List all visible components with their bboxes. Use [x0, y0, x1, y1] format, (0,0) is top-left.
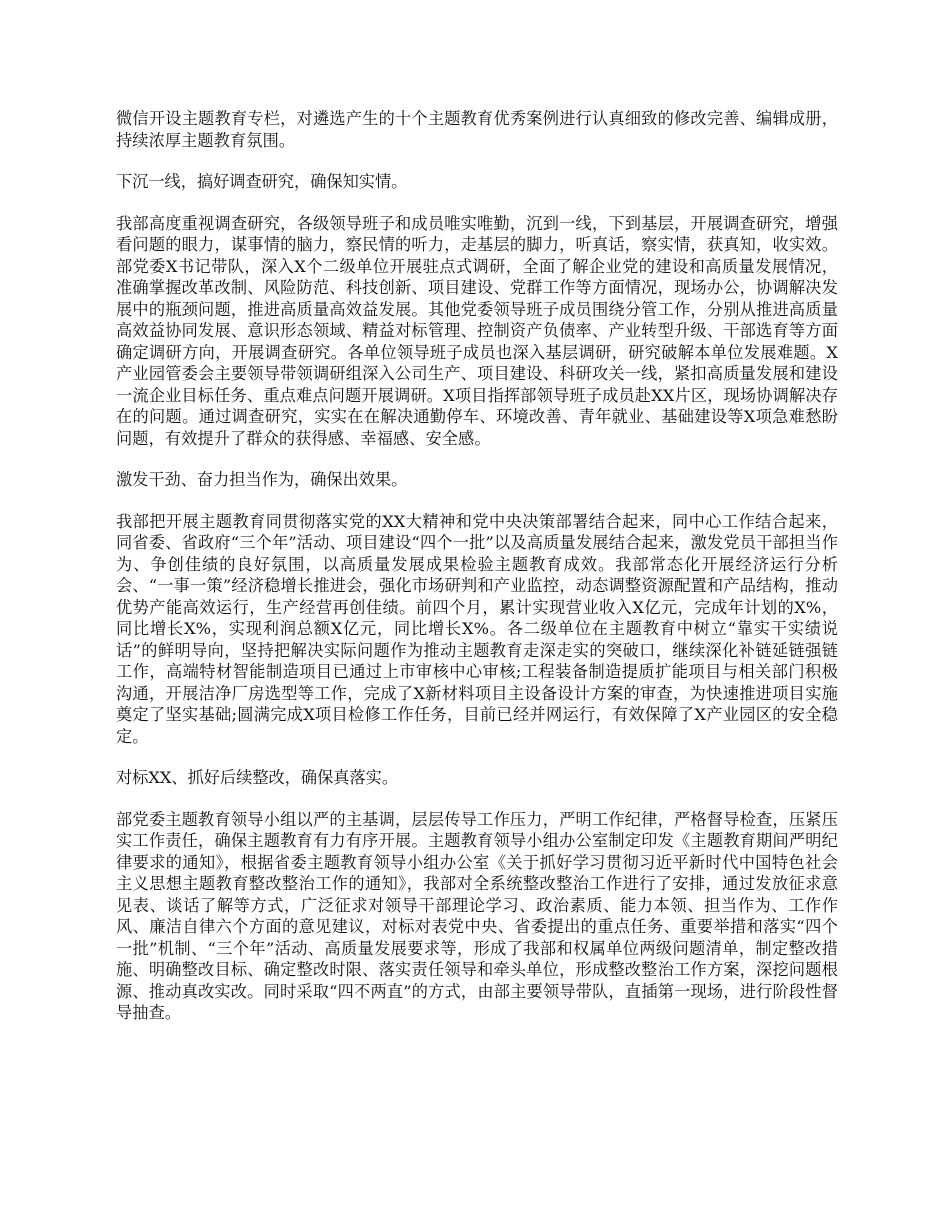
paragraph-effect: 我部把开展主题教育同贯彻落实党的XX大精神和党中央决策部署结合起来，同中心工作结合起来，同省委、省政府“三个年”活动、项目建设“四个一批”以及高质量发展结合起来，激发党员干部担当作为、争创佳绩的良好氛围，以高质量发展成果检验主题教育成效。我部常态化开展经济运行分析会、“一事一策”经济稳增长推进会，强化市场研判和产业监控，动态调整资源配置和产品结构，推动优势产能高效运行，生产经营再创佳绩。前四个月，累计实现营业收入X亿元，完成年计划的X%，同比增长X%，实现利润总额X亿元，同比增长X%。各二级单位在主题教育中树立“靠实干实绩说话”的鲜明导向，坚持把解决实际问题作为推动主题教育走深走实的突破口，继续深化补链延链强链工作，高端特材智能制造项目已通过上市审核中心审核;工程装备制造提质扩能项目与相关部门积极沟通，开展洁净厂房选型等工作，完成了X新材料项目主设备设计方案的审查，为快速推进项目实施奠定了坚实基础;圆满完成X项目检修工作任务，目前已经并网运行，有效保障了X产业园区的安全稳定。 [116, 511, 838, 746]
document-page [116, 108, 838, 1044]
section-heading-rectification: 对标XX、抓好后续整改，确保真落实。 [116, 768, 399, 787]
paragraph-rectification: 部党委主题教育领导小组以严的主基调，层层传导工作压力，严明工作纪律，严格督导检查，压紧压实工作责任，确保主题教育有力有序开展。主题教育领导小组办公室制定印发《主题教育期间严明纪律要求的通知》，根据省委主题教育领导小组办公室《关于抓好学习贯彻习近平新时代中国特色社会主义思想主题教育整改整治工作的通知》，我部对全系统整改整治工作进行了安排，通过发放征求意见表、谈话了解等方式，广泛征求对领导干部理论学习、政治素质、能力本领、担当作为、工作作风、廉洁自律六个方面的意见建议，对标对表党中央、省委提出的重点任务、重要举措和落实“四个一批”机制、“三个年”活动、高质量发展要求等，形成了我部和权属单位两级问题清单，制定整改措施、明确整改目标、确定整改时限、落实责任领导和牵头单位，形成整改整治工作方案，深挖问题根源、推动真改实改。同时采取“四不两直”的方式，由部主要领导带队，直插第一现场，进行阶段性督导抽查。 [116, 809, 838, 1022]
paragraph-intro: 微信开设主题教育专栏，对遴选产生的十个主题教育优秀案例进行认真细致的修改完善、编辑成册，持续浓厚主题教育氛围。 [116, 109, 838, 150]
paragraph-research: 我部高度重视调查研究，各级领导班子和成员唯实唯勤，沉到一线，下到基层，开展调查研究，增强看问题的眼力，谋事情的脑力，察民情的听力，走基层的脚力，听真话，察实情，获真知，收实效。部党委X书记带队，深入X个二级单位开展驻点式调研，全面了解企业党的建设和高质量发展情况，准确掌握改革改制、风险防范、科技创新、项目建设、党群工作等方面情况，现场办公，协调解决发展中的瓶颈问题，推进高质量高效益发展。其他党委领导班子成员围绕分管工作，分别从推进高质量高效益协同发展、意识形态领域、精益对标管理、控制资产负债率、产业转型升级、干部选育等方面确定调研方向，开展调查研究。各单位领导班子成员也深入基层调研，研究破解本单位发展难题。X产业园管委会主要领导带领调研组深入公司生产、项目建设、科研攻关一线，紧扣高质量发展和建设一流企业目标任务、重点难点问题开展调研。X项目指挥部领导班子成员赴XX片区，现场协调解决存在的问题。通过调查研究，实实在在解决通勤停车、环境改善、青年就业、基础建设等X项急难愁盼问题，有效提升了群众的获得感、幸福感、安全感。 [116, 213, 838, 448]
section-heading-research: 下沉一线，搞好调查研究，确保知实情。 [116, 172, 408, 191]
section-heading-effect: 激发干劲、奋力担当作为，确保出效果。 [116, 470, 408, 489]
